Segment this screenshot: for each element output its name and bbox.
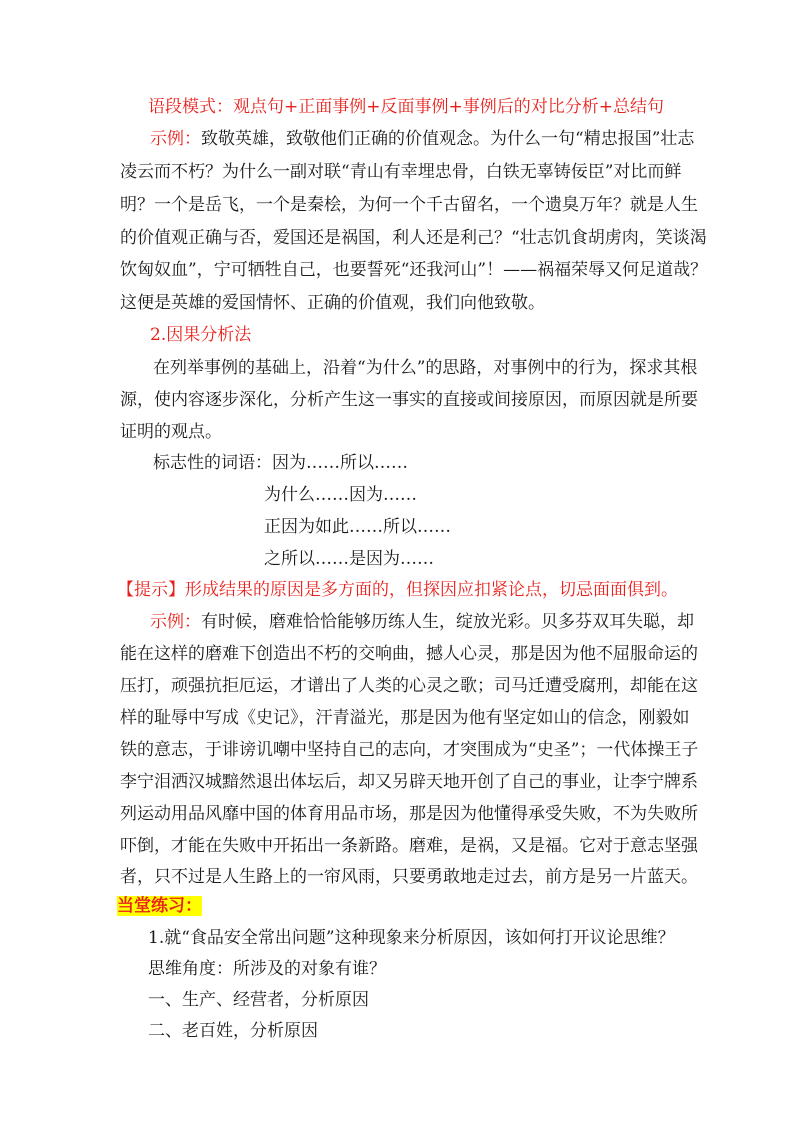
example2-line-8: 吓倒，才能在失败中开拓出一条新路。磨难，是祸，又是福。它对于意志坚强 bbox=[120, 836, 698, 856]
marker-words-label: 标志性的词语： bbox=[153, 453, 272, 473]
section2-line-1: 在列举事例的基础上，沿着“为什么”的思路，对事例中的行为，探求其根 bbox=[153, 358, 698, 378]
section2-line-2: 源，使内容逐步深化，分析产生这一事实的直接或间接原因，而原因就是所要 bbox=[120, 390, 698, 410]
marker-word: 正因为如此……所以…… bbox=[264, 517, 451, 537]
example2-line-7: 列运动用品风靡中国的体育用品市场，那是因为他懂得承受失败，不为失败所 bbox=[120, 804, 698, 824]
example2-line-9: 者，只不过是人生路上的一帘风雨，只要勇敢地走过去，前方是另一片蓝天。 bbox=[120, 867, 698, 887]
example-label: 示例： bbox=[150, 612, 201, 632]
thinking-angle: 思维角度：所涉及的对象有谁？ bbox=[148, 959, 386, 979]
marker-word: 因为……所以…… bbox=[272, 453, 408, 473]
marker-words-row bbox=[153, 452, 408, 474]
tip-note: 【提示】形成结果的原因是多方面的，但探因应扣紧论点，切忌面面俱到。 bbox=[117, 580, 678, 600]
example2-line-6: 李宁泪洒汉城黯然退出体坛后，却又另辟天地开创了自己的事业，让李宁牌系 bbox=[120, 772, 698, 792]
practice-question: 1.就“食品安全常出问题”这种现象来分析原因，该如何打开议论思维？ bbox=[148, 928, 675, 948]
analysis-item: 一、生产、经营者，分析原因 bbox=[148, 990, 369, 1010]
example1-line-2: 凌云而不朽？为什么一副对联“青山有幸埋忠骨，白铁无辜铸佞臣”对比而鲜 bbox=[120, 162, 682, 182]
example2-text: 有时候，磨难恰恰能够历练人生，绽放光彩。贝多芬双耳失聪，却 bbox=[201, 612, 694, 632]
example-label: 示例： bbox=[150, 129, 201, 149]
section2-line-3: 证明的观点。 bbox=[120, 422, 222, 442]
practice-heading-text: 当堂练习： bbox=[117, 896, 202, 916]
example1-line-4: 的价值观正确与否，爱国还是祸国，利人还是利己？“壮志饥食胡虏肉，笑谈渴 bbox=[120, 228, 707, 248]
paragraph-pattern: 语段模式：观点句+正面事例+反面事例+事例后的对比分析+总结句 bbox=[148, 97, 664, 117]
practice-heading bbox=[117, 895, 202, 917]
example2-line-2: 能在这样的磨难下创造出不朽的交响曲，撼人心灵，那是因为他不屈服命运的 bbox=[120, 644, 698, 664]
example1-line-5: 饮匈奴血”，宁可牺牲自己，也要誓死“还我河山”！——祸福荣辱又何足道哉？ bbox=[120, 260, 708, 280]
example2-line-1 bbox=[150, 611, 694, 633]
example1-line-6: 这便是英雄的爱国情怀、正确的价值观，我们向他致敬。 bbox=[120, 293, 545, 313]
example2-line-5: 铁的意志，于诽谤讥嘲中坚持自己的志向，才突围成为“史圣”；一代体操王子 bbox=[120, 740, 699, 760]
example1-line-3: 明？一个是岳飞，一个是秦桧，为何一个千古留名，一个遗臭万年？就是人生 bbox=[120, 195, 698, 215]
example2-line-3: 压打，顽强抗拒厄运，才谱出了人类的心灵之歌；司马迁遭受腐刑，却能在这 bbox=[120, 676, 698, 696]
analysis-item: 二、老百姓，分析原因 bbox=[148, 1021, 318, 1041]
marker-word: 之所以……是因为…… bbox=[264, 549, 434, 569]
marker-word: 为什么……因为…… bbox=[264, 485, 417, 505]
example1-text: 致敬英雄，致敬他们正确的价值观念。为什么一句“精忠报国”壮志 bbox=[201, 129, 695, 149]
section-heading: 2.因果分析法 bbox=[150, 325, 252, 345]
example2-line-4: 样的耻辱中写成《史记》，汗青溢光，那是因为他有坚定如山的信念，刚毅如 bbox=[120, 708, 690, 728]
example1-line-1 bbox=[150, 128, 694, 150]
